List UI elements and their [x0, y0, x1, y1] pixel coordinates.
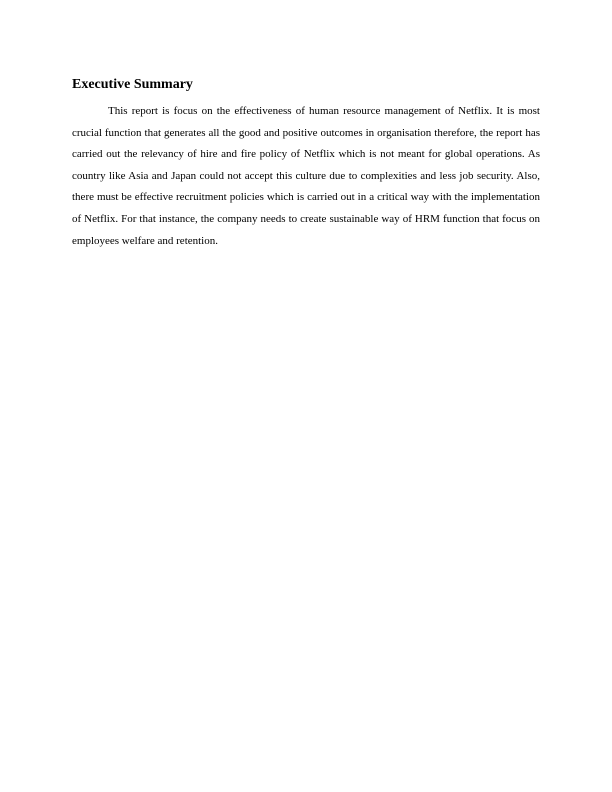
summary-paragraph: This report is focus on the effectiveness of human resource management of Netflix. It is most crucial function that generates all the good and positive outcomes in organisation therefore, the report has carried out the relevancy of hire and fire policy of Netflix which is not meant for global operations. As country like Asia and Japan could not accept this culture due to complexities and less job security. Also, there must be effective recruitment policies which is carried out in a critical way with the implementation of Netflix. For that instance, the company needs to create sustainable way of HRM function that focus on employees welfare and retention.: [72, 105, 540, 247]
section-heading: Executive Summary: [72, 77, 193, 92]
